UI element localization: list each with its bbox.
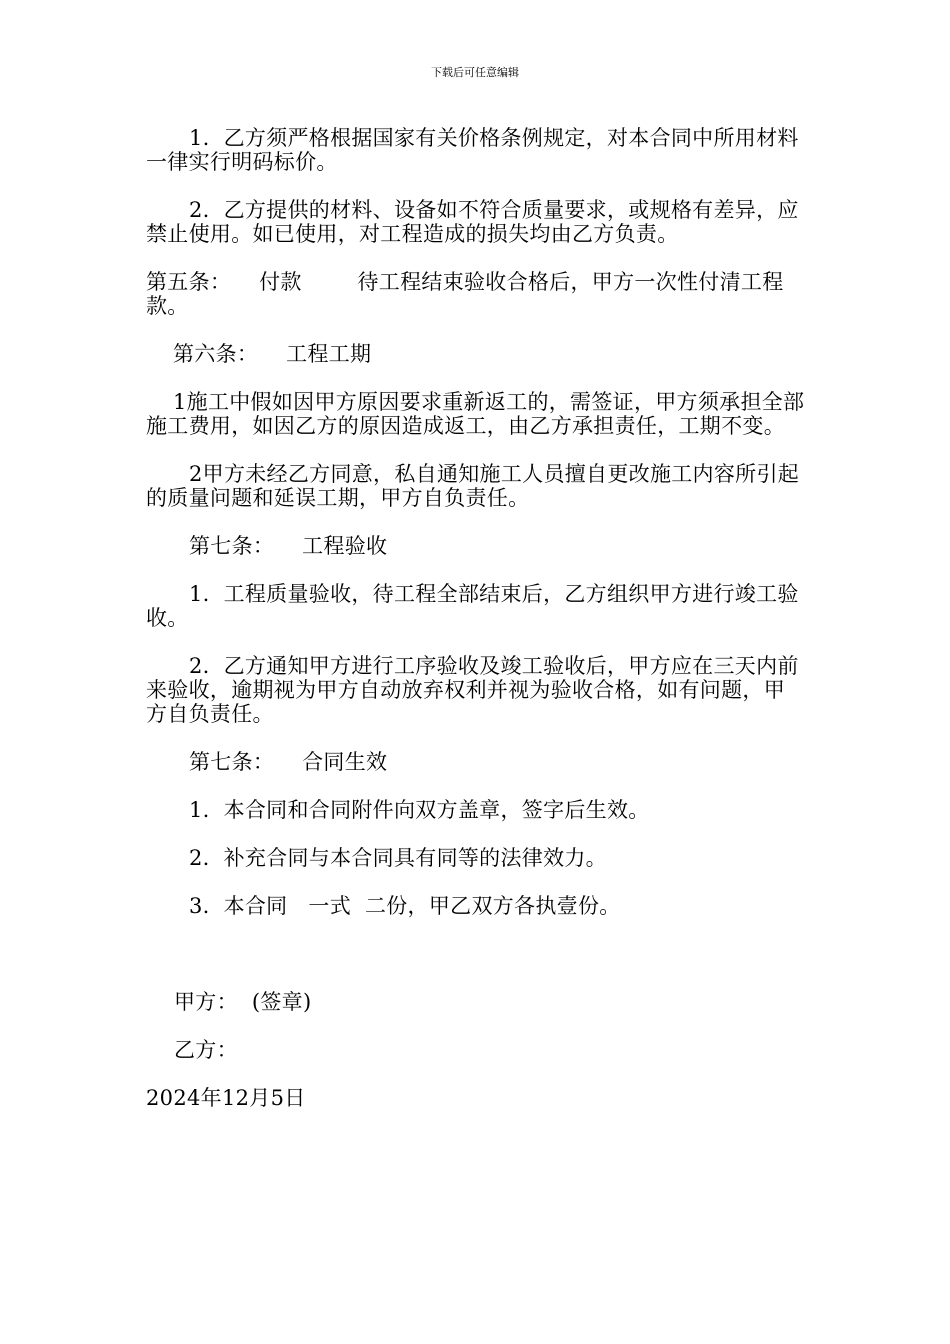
clause-paragraph: 1施工中假如因甲方原因要求重新返工的，需签证，甲方须承担全部施工费用，如因乙方的原因造成返工，由乙方承担责任，工期不变。 bbox=[146, 390, 805, 438]
party-b-signature: 乙方： bbox=[174, 1038, 238, 1062]
clause-paragraph: 1. 本合同和合同附件向双方盖章，签字后生效。 bbox=[189, 798, 650, 822]
article-seven-effect-heading: 第七条： 合同生效 bbox=[189, 750, 388, 774]
clause-paragraph: 3. 本合同 一式 二份，甲乙双方各执壹份。 bbox=[189, 894, 621, 918]
signing-date: 2024年12月5日 bbox=[146, 1086, 306, 1110]
article-six-heading: 第六条： 工程工期 bbox=[173, 342, 372, 366]
clause-paragraph: 2. 乙方提供的材料、设备如不符合质量要求，或规格有差异，应禁止使用。如已使用，对工程造成的损失均由乙方负责。 bbox=[146, 198, 799, 246]
article-five-payment: 第五条： 付款 待工程结束验收合格后，甲方一次性付清工程款。 bbox=[146, 270, 784, 318]
contract-body bbox=[146, 126, 806, 1134]
clause-paragraph: 2. 补充合同与本合同具有同等的法律效力。 bbox=[189, 846, 607, 870]
party-a-signature: 甲方： (签章) bbox=[174, 990, 312, 1014]
clause-paragraph: 1. 工程质量验收，待工程全部结束后，乙方组织甲方进行竣工验收。 bbox=[146, 582, 799, 630]
article-seven-heading: 第七条： 工程验收 bbox=[189, 534, 388, 558]
clause-paragraph: 2. 乙方通知甲方进行工序验收及竣工验收后，甲方应在三天内前来验收，逾期视为甲方自动放弃权利并视为验收合格，如有问题，甲方自负责任。 bbox=[146, 654, 799, 726]
clause-paragraph: 2甲方未经乙方同意，私自通知施工人员擅自更改施工内容所引起的质量问题和延误工期，甲方自负责任。 bbox=[146, 462, 800, 510]
page-header: 下载后可任意编辑 bbox=[431, 66, 519, 79]
clause-paragraph: 1. 乙方须严格根据国家有关价格条例规定，对本合同中所用材料一律实行明码标价。 bbox=[146, 126, 799, 174]
